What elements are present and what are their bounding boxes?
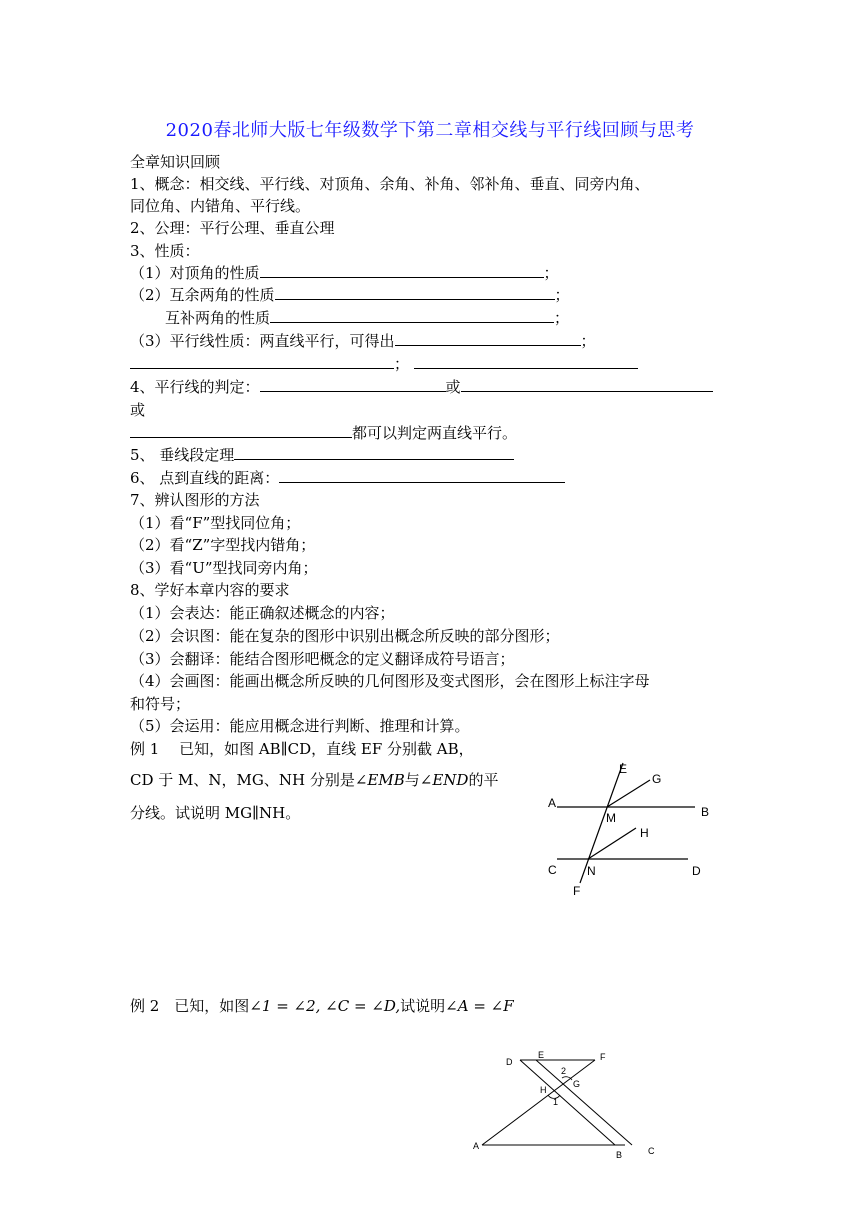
segment-db — [520, 1060, 615, 1145]
identify-heading: 7、辨认图形的方法 — [130, 491, 260, 509]
blank-line[interactable] — [279, 468, 565, 483]
label-a: A — [473, 1141, 480, 1151]
requirement-2: （2）会识图：能在复杂的图形中识别出概念所反映的部分图形； — [130, 627, 560, 645]
ray-nh — [588, 828, 636, 859]
label-a: A — [548, 796, 557, 810]
property-heading: 3、性质： — [130, 242, 200, 260]
label-g: G — [652, 772, 662, 786]
blank-line[interactable] — [461, 377, 713, 392]
label-b: B — [616, 1150, 623, 1160]
requirement-4-cont: 和符号； — [130, 695, 191, 713]
example2-line: 例 2 已知，如图∠1 = ∠2, ∠C = ∠D,试说明∠A = ∠F — [130, 997, 514, 1015]
identify-f: （1）看“F”型找同位角； — [130, 514, 301, 532]
parallel-criteria-or: 或 — [130, 401, 146, 419]
property-parallel: （3）平行线性质：两直线平行，可得出 ； — [130, 332, 596, 350]
label-1: 1 — [553, 1097, 559, 1107]
example1-line3: 分线。试说明 MG∥NH。 — [130, 804, 301, 822]
blank-line[interactable] — [130, 423, 352, 438]
angle-2-arc — [562, 1077, 572, 1080]
example1-line1: 例 1 已知，如图 AB∥CD，直线 EF 分别截 AB， — [130, 740, 474, 758]
requirement-3: （3）会翻译：能结合图形吧概念的定义翻译成符号语言； — [130, 650, 515, 668]
axiom-line: 2、公理：平行公理、垂直公理 — [130, 219, 335, 237]
blank-line[interactable] — [395, 331, 581, 346]
page-title: 2020春北师大版七年级数学下第二章相交线与平行线回顾与思考 — [165, 120, 695, 141]
label-c: C — [548, 863, 557, 877]
blank-line[interactable] — [270, 308, 554, 323]
blank-line[interactable] — [234, 445, 514, 460]
label-e: E — [538, 1050, 545, 1060]
requirement-5: （5）会运用：能应用概念进行判断、推理和计算。 — [130, 717, 470, 735]
label-d: D — [692, 864, 701, 878]
label-d: D — [506, 1057, 513, 1067]
label-h: H — [540, 1085, 547, 1095]
segment-ec — [536, 1060, 632, 1145]
label-f: F — [573, 884, 581, 898]
requirements-heading: 8、学好本章内容的要求 — [130, 581, 290, 599]
parallel-criteria: 4、平行线的判定： 或 — [130, 377, 713, 397]
label-b: B — [701, 805, 710, 819]
identify-u: （3）看“U”型找同旁内角； — [130, 559, 318, 577]
perpendicular-segment-theorem: 5、 垂线段定理 — [130, 445, 514, 465]
label-m: M — [606, 811, 616, 825]
concept-line-1: 1、概念：相交线、平行线、对顶角、余角、补角、邻补角、垂直、同旁内角、 — [130, 175, 650, 193]
blank-line[interactable] — [260, 263, 544, 278]
label-g: G — [573, 1079, 581, 1089]
requirement-1: （1）会表达：能正确叙述概念的内容； — [130, 604, 395, 622]
segment-fa — [482, 1060, 595, 1145]
example1-line2: CD 于 M、N，MG、NH 分别是∠EMB与∠END的平 — [130, 771, 499, 789]
blank-line[interactable] — [260, 377, 446, 392]
example2-figure — [470, 1045, 670, 1160]
property-parallel-cont: ； — [130, 354, 638, 374]
label-h: H — [640, 826, 649, 840]
ray-mg — [607, 780, 650, 807]
identify-z: （2）看“Z”字型找内错角； — [130, 536, 316, 554]
requirement-4: （4）会画图：能画出概念所反映的几何图形及变式图形，会在图形上标注字母 — [130, 672, 650, 690]
property-supplementary: 互补两角的性质 ； — [165, 309, 570, 327]
section-heading: 全章知识回顾 — [130, 153, 221, 171]
label-c: C — [648, 1146, 655, 1156]
label-f: F — [600, 1052, 606, 1062]
label-e: E — [619, 762, 628, 776]
blank-line[interactable] — [130, 354, 394, 369]
label-n: N — [587, 864, 596, 878]
point-line-distance: 6、 点到直线的距离： — [130, 468, 565, 488]
blank-line[interactable] — [414, 354, 638, 369]
label-2: 2 — [561, 1066, 567, 1076]
blank-line[interactable] — [275, 285, 555, 300]
concept-line-2: 同位角、内错角、平行线。 — [130, 197, 311, 215]
parallel-criteria-end: 都可以判定两直线平行。 — [130, 423, 517, 443]
example1-figure — [540, 755, 720, 900]
property-vertical-angles: （1）对顶角的性质 ； — [130, 264, 559, 282]
property-complementary: （2）互余两角的性质 ； — [130, 286, 570, 304]
